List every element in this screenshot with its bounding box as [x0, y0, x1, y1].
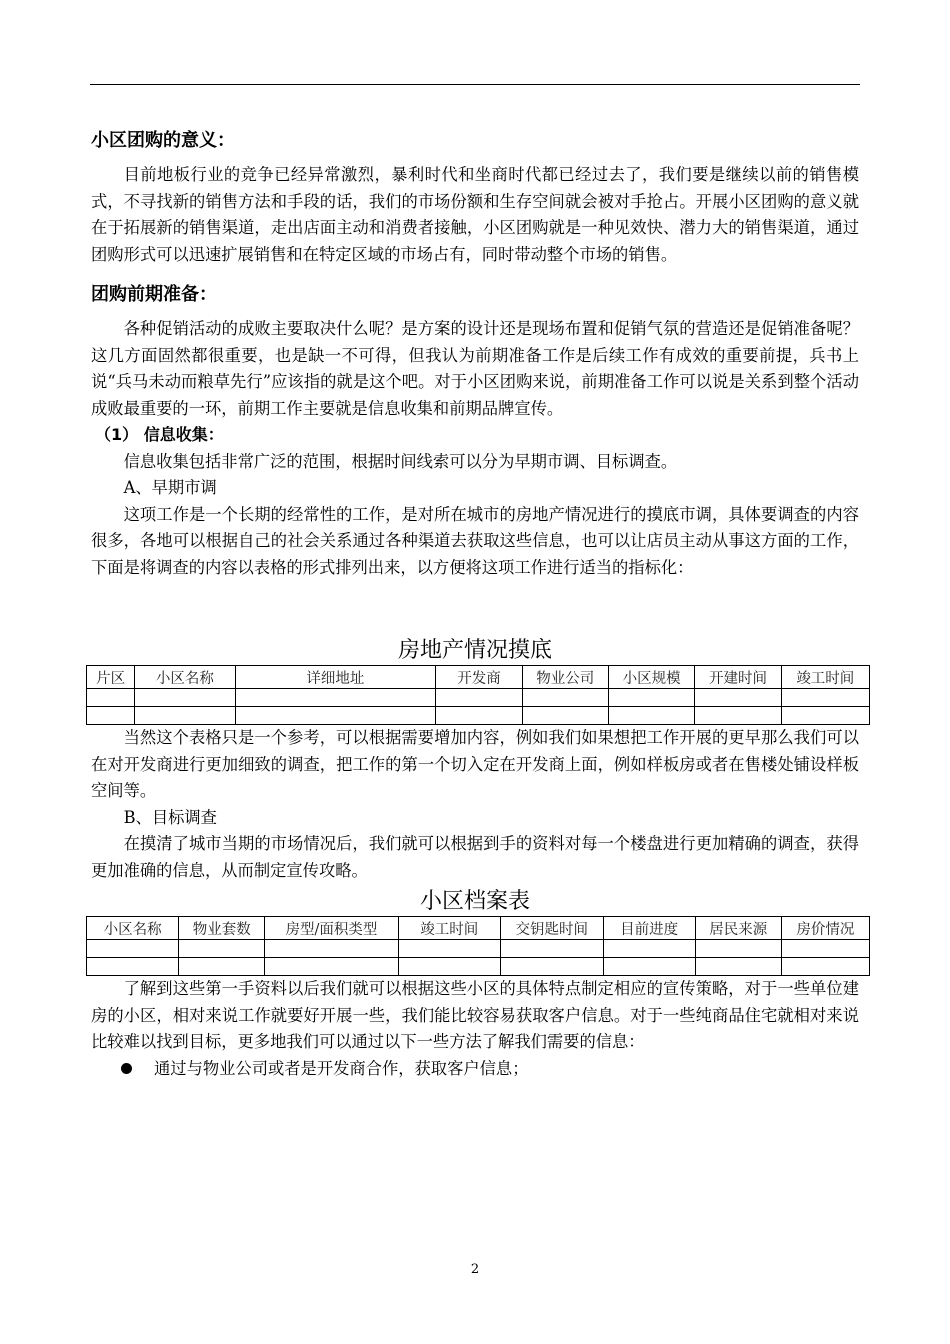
subheading-number: （1） — [95, 425, 139, 444]
paragraph-preparation: 各种促销活动的成败主要取决什么呢？是方案的设计还是现场布置和促销气氛的营造还是促销准备呢？这几方面固然都很重要，也是缺一不可得，但我认为前期准备工作是后续工作有成效的重要前提，兵书上说“兵马未动而粮草先行”应该指的就是这个吧。对于小区团购来说，前期准备工作可以说是关系到整个活动成败最重要的一环，前期工作主要就是信息收集和前期品牌宣传。 — [91, 319, 859, 418]
table-row — [87, 689, 870, 707]
paragraph-meaning: 目前地板行业的竞争已经异常激烈，暴利时代和坐商时代都已经过去了，我们要是继续以前的销售模式，不寻找新的销售方法和手段的话，我们的市场份额和生存空间就会被对手抢占。开展小区团购的意义就在于拓展新的销售渠道，走出店面主动和消费者接触，小区团购就是一种见效快、潜力大的销售渠道，通过团购形式可以迅速扩展销售和在特定区域的市场占有，同时带动整个市场的销售。 — [91, 165, 859, 264]
section-heading-meaning: 小区团购的意义： — [91, 130, 235, 151]
bullet-dot-icon — [121, 1063, 132, 1074]
table-header-cell: 详细地址 — [235, 666, 436, 689]
table-header-cell: 房型/面积类型 — [265, 917, 398, 940]
table-header-cell: 竣工时间 — [781, 666, 869, 689]
table-header-cell: 小区名称 — [135, 666, 235, 689]
community-file-table — [86, 916, 870, 976]
item-early-survey: A、早期市调 — [123, 478, 217, 497]
table-header-cell: 居民来源 — [695, 917, 781, 940]
document-body — [91, 118, 859, 1082]
table-header-row — [87, 917, 870, 940]
table-row — [87, 707, 870, 725]
subheading-info-collection — [95, 422, 859, 449]
table-header-cell: 小区规模 — [608, 666, 694, 689]
table-header-cell: 开发商 — [436, 666, 522, 689]
bullet-text: 通过与物业公司或者是开发商合作，获取客户信息； — [154, 1058, 529, 1078]
page-number: 2 — [470, 1262, 480, 1277]
table-row — [87, 958, 870, 976]
paragraph-early-survey: 这项工作是一个长期的经常性的工作，是对所在城市的房地产情况进行的摸底市调，具体要调查的内容很多，各地可以根据自己的社会关系通过各种渠道去获取这些信息，也可以让店员主动从事这方面的工作，下面是将调查的内容以表格的形式排列出来，以方便将这项工作进行适当的指标化： — [91, 504, 859, 577]
table-row — [87, 940, 870, 958]
table-header-cell: 竣工时间 — [398, 917, 500, 940]
item-target-survey: B、目标调查 — [123, 807, 217, 827]
table-header-cell: 开建时间 — [695, 666, 781, 689]
paragraph-target-survey: 在摸清了城市当期的市场情况后，我们就可以根据到手的资料对每一个楼盘进行更加精确的调查，获得更加准确的信息，从而制定宣传攻略。 — [91, 834, 859, 880]
subheading-title: 信息收集： — [143, 425, 224, 444]
paragraph-after-table1: 当然这个表格只是一个参考，可以根据需要增加内容，例如我们如果想把工作开展的更早那么我们可以在对开发商进行更加细致的调查，把工作的第一个切入定在开发商上面，例如样板房或者在售楼处铺设样板空间等。 — [91, 728, 859, 800]
table-header-cell: 房价情况 — [781, 917, 869, 940]
bullet-item — [121, 1056, 859, 1082]
header-rule — [90, 84, 860, 85]
paragraph-info-collection: 信息收集包括非常广泛的范围，根据时间线索可以分为早期市调、目标调查。 — [123, 451, 678, 471]
paragraph-after-table2: 了解到这些第一手资料以后我们就可以根据这些小区的具体特点制定相应的宣传策略，对于一些单位建房的小区，相对来说工作就要好开展一些，我们能比较容易获取客户信息。对于一些纯商品住宅就相对来说比较难以找到目标，更多地我们可以通过以下一些方法了解我们需要的信息： — [91, 979, 859, 1051]
table-title-real-estate: 房地产情况摸底 — [397, 638, 552, 663]
table-header-cell: 目前进度 — [603, 917, 695, 940]
table-header-row — [87, 666, 870, 689]
section-heading-preparation: 团购前期准备： — [91, 284, 217, 305]
table-header-cell: 物业公司 — [522, 666, 608, 689]
table-header-cell: 片区 — [87, 666, 135, 689]
table-header-cell: 小区名称 — [87, 917, 179, 940]
table-header-cell: 交钥匙时间 — [501, 917, 603, 940]
table-header-cell: 物业套数 — [179, 917, 265, 940]
real-estate-table — [86, 665, 870, 725]
table-title-community-file: 小区档案表 — [419, 889, 530, 914]
